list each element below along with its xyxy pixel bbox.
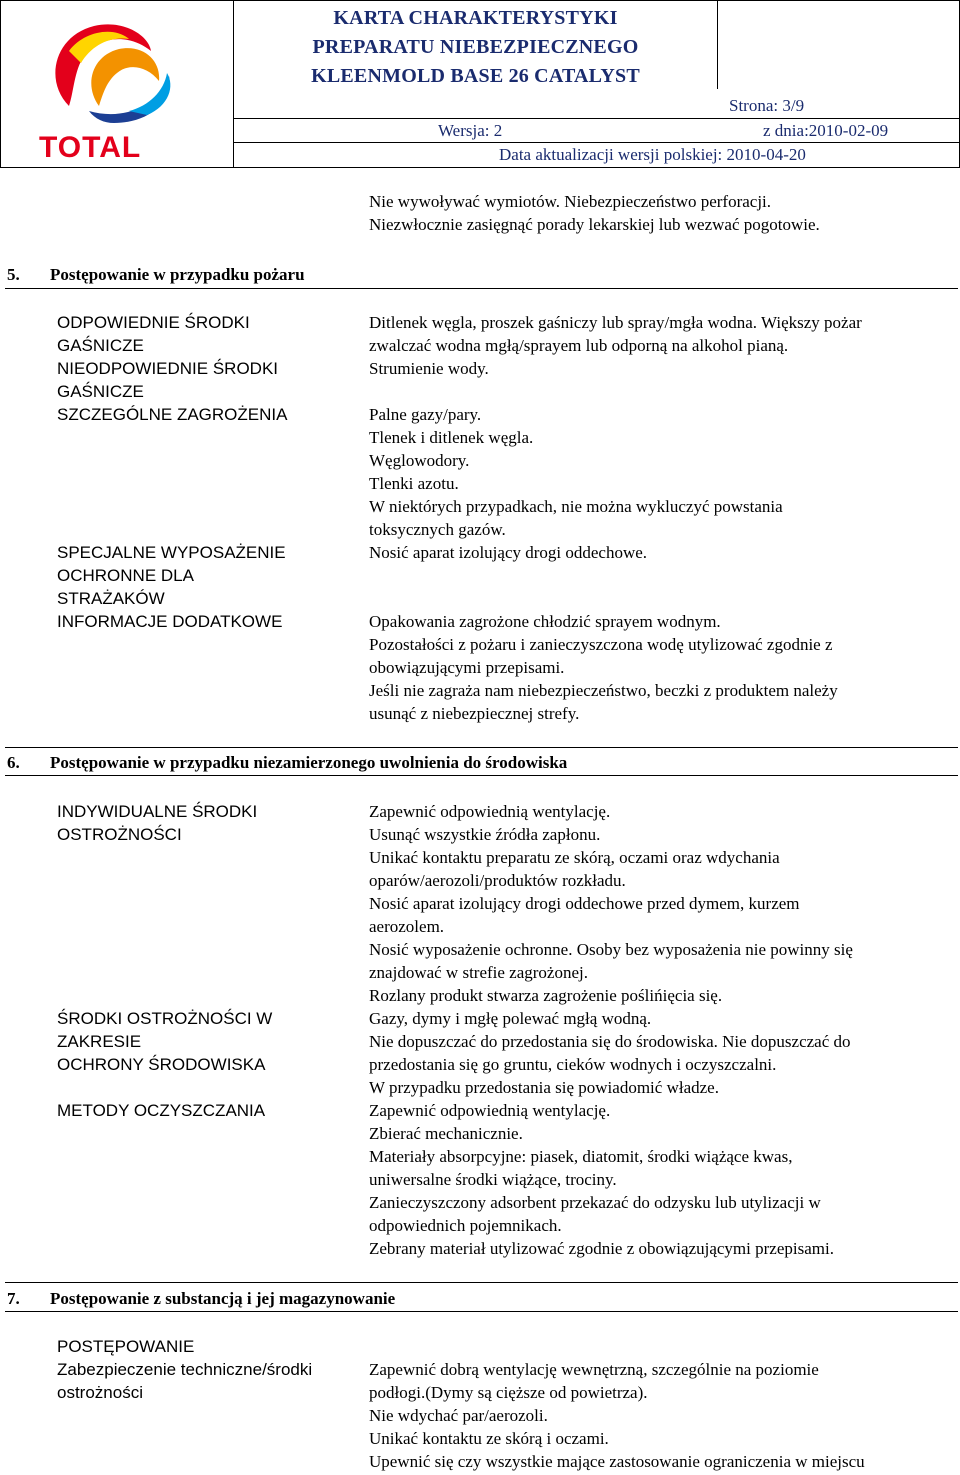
section-number: 6.: [7, 753, 20, 772]
field-value: Zapewnić odpowiednią wentylację.: [369, 802, 611, 821]
field-label: METODY OCZYSZCZANIA: [57, 1101, 266, 1120]
field-value: Strumienie wody.: [369, 359, 489, 378]
field-label: OCHRONY ŚRODOWISKA: [57, 1055, 266, 1074]
field-value: aerozolem.: [369, 917, 445, 936]
field-label: POSTĘPOWANIE: [57, 1337, 195, 1356]
field-value: Rozlany produkt stwarza zagrożenie poślińięcia się.: [369, 986, 723, 1005]
field-label: GAŚNICZE: [57, 382, 144, 401]
field-value: Usunąć wszystkie źródła zapłonu.: [369, 825, 601, 844]
first-aid-line: Nie wywoływać wymiotów. Niebezpieczeństwo perforacji.: [369, 192, 772, 211]
field-label: ostrożności: [57, 1383, 143, 1402]
field-value: Zapewnić dobrą wentylację wewnętrzną, szczególnie na poziomie: [369, 1360, 819, 1379]
field-label: INDYWIDUALNE ŚRODKI: [57, 802, 258, 821]
document-header: [0, 0, 960, 168]
field-label: OSTROŻNOŚCI: [57, 825, 182, 844]
field-value: odpowiednich pojemnikach.: [369, 1216, 562, 1235]
document-title-line-1: KARTA CHARAKTERYSTYKI: [333, 7, 618, 29]
field-value: Zbierać mechanicznie.: [369, 1124, 523, 1143]
section-number: 7.: [7, 1289, 20, 1308]
section-title: Postępowanie w przypadku pożaru: [50, 265, 305, 284]
field-value: znajdować w strefie zagrożonej.: [369, 963, 588, 982]
brand-wordmark: TOTAL: [39, 131, 142, 161]
first-aid-line: Niezwłocznie zasięgnąć porady lekarskiej lub wezwać pogotowie.: [369, 215, 820, 234]
field-value: Materiały absorpcyjne: piasek, diatomit, środki wiążące kwas,: [369, 1147, 793, 1166]
field-label: Zabezpieczenie techniczne/środki: [57, 1360, 313, 1379]
field-value: uniwersalne środki wiążące, trociny.: [369, 1170, 617, 1189]
header-divider: [234, 118, 959, 119]
field-value: Nie dopuszczać do przedostania się do środowiska. Nie dopuszczać do: [369, 1032, 851, 1051]
field-label: ODPOWIEDNIE ŚRODKI: [57, 313, 250, 332]
field-label: SZCZEGÓLNE ZAGROŻENIA: [57, 405, 288, 424]
field-label: OCHRONNE DLA: [57, 566, 194, 585]
issue-date: z dnia:2010-02-09: [763, 121, 889, 140]
field-value: Unikać kontaktu preparatu ze skórą, oczami oraz wdychania: [369, 848, 780, 867]
document-title-block: [234, 1, 718, 89]
field-value: Unikać kontaktu ze skórą i oczami.: [369, 1429, 609, 1448]
field-label: GAŚNICZE: [57, 336, 144, 355]
field-value: W przypadku przedostania się powiadomić władze.: [369, 1078, 719, 1097]
field-value: Gazy, dymy i mgłę polewać mgłą wodną.: [369, 1009, 652, 1028]
field-value: Pozostałości z pożaru i zanieczyszczona wodę utylizować zgodnie z: [369, 635, 833, 654]
section-title: Postępowanie w przypadku niezamierzonego uwolnienia do środowiska: [50, 753, 568, 772]
field-value: zwalczać wodna mgłą/sprayem lub odporną na alkohol pianą.: [369, 336, 789, 355]
field-label: SPECJALNE WYPOSAŻENIE: [57, 543, 286, 562]
total-logo: [29, 11, 209, 161]
section-divider: [5, 1311, 958, 1312]
field-value: Ditlenek węgla, proszek gaśniczy lub spray/mgła wodna. Większy pożar: [369, 313, 862, 332]
section-divider: [5, 1282, 958, 1283]
field-value: Nosić aparat izolujący drogi oddechowe.: [369, 543, 648, 562]
field-value: Zebrany materiał utylizować zgodnie z obowiązującymi przepisami.: [369, 1239, 834, 1258]
field-value: Palne gazy/pary.: [369, 405, 482, 424]
section-title: Postępowanie z substancją i jej magazynowanie: [50, 1289, 396, 1308]
field-label: STRAŻAKÓW: [57, 589, 165, 608]
section-number: 5.: [7, 265, 20, 284]
field-value: toksycznych gazów.: [369, 520, 506, 539]
field-value: Zapewnić odpowiednią wentylację.: [369, 1101, 611, 1120]
page-number: Strona: 3/9: [729, 96, 805, 115]
field-value: przedostania się go gruntu, cieków wodnych i oczyszczalni.: [369, 1055, 777, 1074]
update-date: Data aktualizacji wersji polskiej: 2010-04-20: [499, 145, 806, 164]
section-divider: [5, 775, 958, 776]
logo-cell: [1, 1, 234, 167]
field-label: INFORMACJE DODATKOWE: [57, 612, 283, 631]
field-value: Tlenki azotu.: [369, 474, 459, 493]
field-value: Węglowodory.: [369, 451, 470, 470]
field-value: Zanieczyszczony adsorbent przekazać do odzysku lub utylizacji w: [369, 1193, 821, 1212]
field-value: Upewnić się czy wszystkie mające zastosowanie ograniczenia w miejscu: [369, 1452, 865, 1471]
section-divider: [5, 288, 958, 289]
field-label: NIEODPOWIEDNIE ŚRODKI: [57, 359, 279, 378]
document-title-line-2: PREPARATU NIEBEZPIECZNEGO: [312, 36, 639, 58]
field-label: ŚRODKI OSTROŻNOŚCI W: [57, 1009, 273, 1028]
document-title-line-3: KLEENMOLD BASE 26 CATALYST: [311, 65, 640, 87]
field-value: Jeśli nie zagraża nam niebezpieczeństwo, beczki z produktem należy: [369, 681, 838, 700]
field-value: obowiązującymi przepisami.: [369, 658, 565, 677]
field-value: Opakowania zagrożone chłodzić sprayem wodnym.: [369, 612, 721, 631]
field-value: usunąć z niebezpiecznej strefy.: [369, 704, 580, 723]
header-divider: [234, 142, 959, 143]
version-label: Wersja: 2: [438, 121, 503, 140]
field-value: Nosić wyposażenie ochronne. Osoby bez wyposażenia nie powinny się: [369, 940, 853, 959]
field-value: Nosić aparat izolujący drogi oddechowe przed dymem, kurzem: [369, 894, 800, 913]
field-value: oparów/aerozoli/produktów rozkładu.: [369, 871, 626, 890]
field-value: Tlenek i ditlenek węgla.: [369, 428, 534, 447]
field-label: ZAKRESIE: [57, 1032, 142, 1051]
field-value: W niektórych przypadkach, nie można wykluczyć powstania: [369, 497, 783, 516]
field-value: Nie wdychać par/aerozoli.: [369, 1406, 548, 1425]
field-value: podłogi.(Dymy są cięższe od powietrza).: [369, 1383, 648, 1402]
section-divider: [5, 747, 958, 748]
